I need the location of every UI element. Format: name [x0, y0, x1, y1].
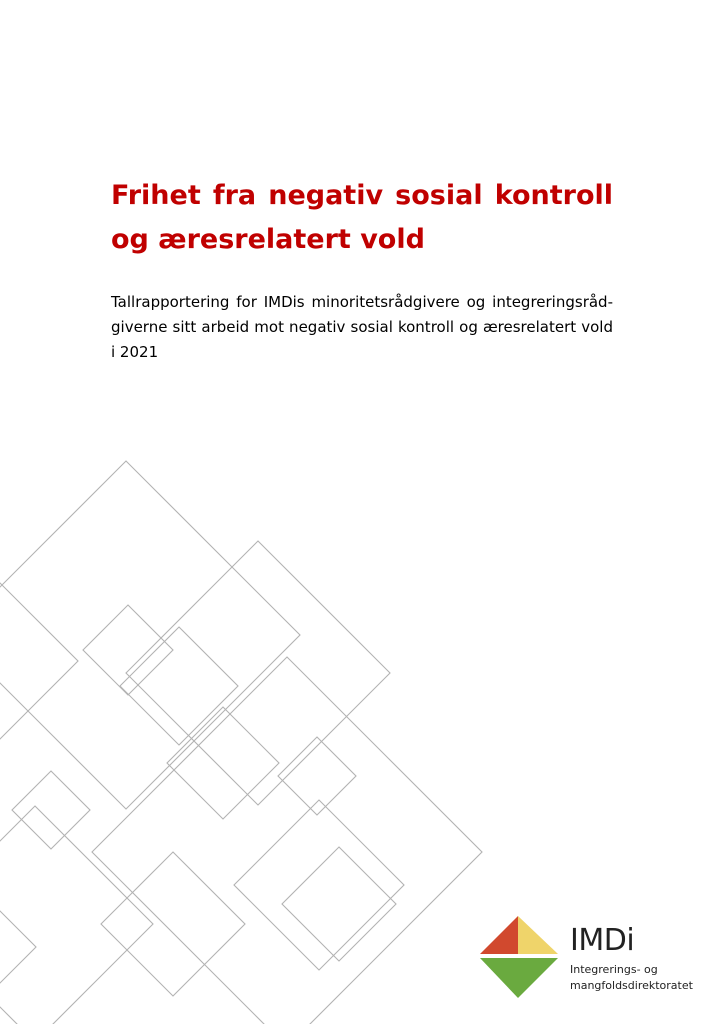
logo-subtitle-line1: Integrerings- og [570, 963, 658, 976]
diamond-shape [278, 737, 356, 815]
diamond-shape [0, 581, 78, 741]
logo-red-triangle [480, 916, 518, 954]
diamond-shape [282, 847, 396, 961]
document-subtitle: Tallrapportering for IMDis minoritetsrådgivere og integreringsråd-giverne sitt arbeid mot negativ sosial kontroll og æresrelatert vold i 2021 [111, 293, 613, 361]
logo-subtitle [570, 962, 720, 994]
logo-yellow-triangle [518, 916, 558, 954]
logo-subtitle-line2: mangfoldsdirektoratet [570, 979, 693, 992]
diamond-shape [92, 657, 482, 1024]
diamond-shape [234, 800, 404, 970]
logo-green-triangle [480, 958, 558, 998]
diamond-shape [0, 461, 300, 809]
diamond-shape [126, 541, 390, 805]
diamond-shape [167, 707, 279, 819]
diamond-shape [0, 905, 36, 989]
diamond-shape [12, 771, 90, 849]
logo-wordmark: IMDi [570, 923, 635, 958]
diamond-shape [101, 852, 245, 996]
imdi-logo-icon [480, 916, 560, 998]
diamond-shape [83, 605, 173, 695]
diamond-shape [0, 806, 153, 1024]
document-title: Frihet fra negativ sosial kontroll og æresrelatert vold [111, 180, 613, 255]
